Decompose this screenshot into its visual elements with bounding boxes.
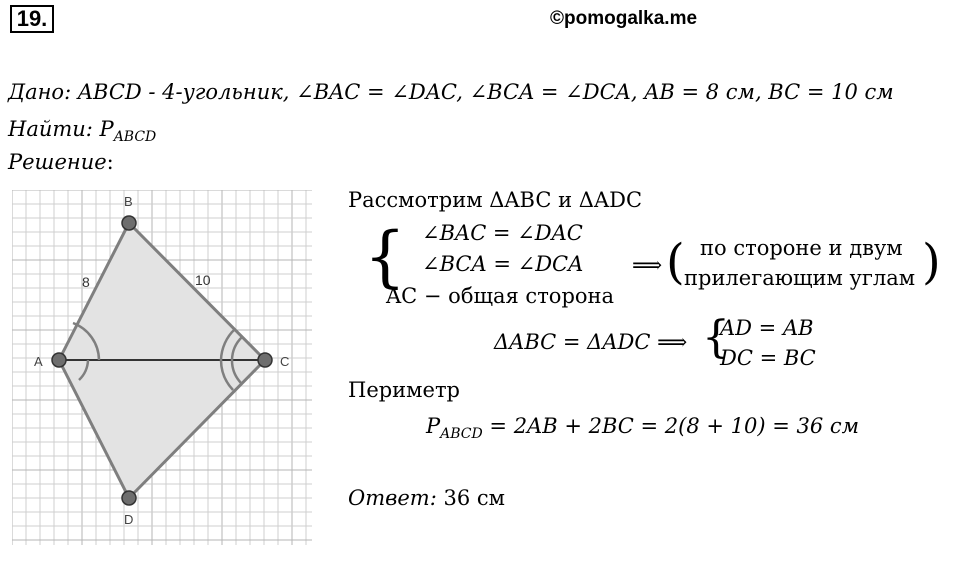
given-text: : ABCD - 4-угольник, ∠BAC = ∠DAC, ∠BCA = ∠DCA, AB = 8 см, BC = 10 см	[64, 80, 894, 104]
problem-number: 19.	[10, 5, 54, 33]
label-a: A	[34, 354, 43, 369]
system-line-2: ∠BCA = ∠DCA	[422, 252, 584, 276]
answer-value: 36 см	[436, 486, 505, 510]
find-label: Найти	[8, 117, 86, 141]
watermark: ©pomogalka.me	[550, 8, 698, 29]
paren-close: )	[922, 234, 941, 290]
solution-line	[8, 150, 114, 174]
point-d	[122, 491, 136, 505]
point-c	[258, 353, 272, 367]
consider-line: Рассмотрим ΔABC и ΔADC	[348, 188, 643, 212]
equality-line-2: DC = BC	[720, 346, 816, 370]
find-text: : P	[85, 117, 114, 141]
reason-line-1: по стороне и двум	[700, 236, 903, 260]
perimeter-rest: = 2AB + 2BC = 2(8 + 10) = 36 см	[482, 414, 860, 438]
solution-label: Решение	[8, 150, 107, 174]
side-label-ab: 8	[82, 274, 90, 290]
answer-line	[348, 486, 505, 510]
point-b	[122, 216, 136, 230]
perimeter-label: Периметр	[348, 378, 461, 402]
implies-arrow: ⟹	[632, 253, 663, 277]
perimeter-p: P	[426, 414, 441, 438]
quadrilateral-diagram	[12, 190, 312, 545]
perimeter-sub: ABCD	[440, 426, 483, 443]
paren-open: (	[666, 234, 685, 290]
side-label-bc: 10	[195, 272, 211, 288]
find-sub: ABCD	[113, 129, 157, 146]
equality-left: ΔABC = ΔADC ⟹	[494, 330, 688, 354]
label-b: B	[124, 194, 133, 209]
label-c: C	[280, 354, 290, 369]
label-d: D	[124, 512, 134, 527]
equality-line-1: AD = AB	[720, 316, 814, 340]
solution-colon: :	[106, 150, 114, 174]
given-label: Дано	[8, 80, 65, 104]
system-brace: {	[364, 218, 406, 295]
equality-brace: {	[702, 312, 730, 363]
perimeter-formula	[426, 414, 859, 442]
find-line	[8, 117, 156, 145]
reason-line-2: прилегающим углам	[684, 266, 916, 290]
system-line-1: ∠BAC = ∠DAC	[422, 221, 583, 245]
system-line-3: AC − общая сторона	[386, 284, 615, 308]
point-a	[52, 353, 66, 367]
answer-label: Ответ:	[348, 486, 437, 510]
given-line	[8, 80, 894, 104]
